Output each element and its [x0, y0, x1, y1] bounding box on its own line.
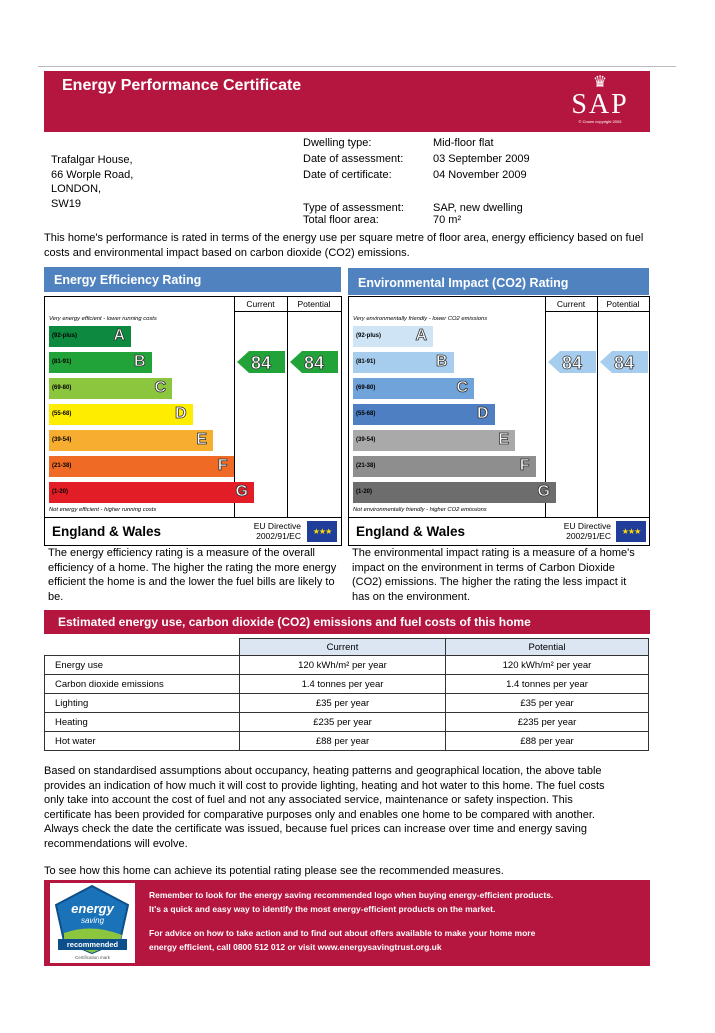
- potential-value: £88 per year: [446, 732, 649, 751]
- costs-table: [44, 638, 649, 751]
- band-letter: F: [217, 457, 228, 474]
- potential-column-header: Potential: [297, 299, 331, 309]
- potential-rating-arrow: [600, 351, 648, 373]
- assessment-date-label: Date of assessment:: [303, 153, 404, 165]
- band-letter: B: [133, 353, 146, 370]
- costs-title: Estimated energy use, carbon dioxide (CO2) emissions and fuel costs of this home: [58, 615, 531, 629]
- potential-value: £235 per year: [446, 713, 649, 732]
- rating-band-g: [353, 482, 556, 503]
- rating-band-a: [353, 326, 433, 347]
- eu-directive: [245, 521, 301, 541]
- top-scale-note: Very energy efficient - lower running costs: [49, 316, 157, 322]
- rating-band-f: [49, 456, 234, 477]
- sap-logo-text: SAP: [571, 89, 629, 120]
- band-letter: C: [456, 379, 468, 396]
- current-column-header: Current: [240, 639, 446, 656]
- rating-band-b: [49, 352, 152, 373]
- current-value: £88 per year: [240, 732, 446, 751]
- row-label: Lighting: [45, 694, 240, 713]
- certificate-header: [44, 71, 650, 132]
- band-letter: E: [196, 431, 207, 448]
- eu-directive-label: EU Directive: [253, 521, 301, 531]
- logo-recommended-text: recommended: [58, 939, 127, 950]
- band-range: (55-68): [52, 411, 72, 417]
- sap-copyright: © Crown copyright 2005: [578, 119, 622, 124]
- address-line: Trafalgar House,: [51, 154, 133, 166]
- floor-area-value: 70 m²: [433, 214, 462, 226]
- costs-section-header: [44, 610, 650, 634]
- assumptions-text: Based on standardised assumptions about occupancy, heating patterns and geographical location, the above table provides an indication of how much it will cost to provide lighting, heating and hot water to this home. The fuel costs only take into account the cost of fuel and not any associated service, maintenance or safety inspection. This certificate has been provided for comparative purposes only and enables one home to be compared with another. Always check the date the certificate was issued, because fuel prices can increase over time and energy saving recommendations will evolve.: [44, 765, 605, 850]
- potential-value: £35 per year: [446, 694, 649, 713]
- row-label: Carbon dioxide emissions: [45, 675, 240, 694]
- band-letter: D: [174, 405, 187, 422]
- address-line: 66 Worple Road,: [51, 168, 134, 181]
- band-letter: A: [113, 327, 125, 344]
- band-letter: F: [519, 457, 530, 474]
- eu-directive-code: 2002/91/EC: [566, 531, 611, 541]
- band-range: (69-80): [52, 385, 72, 391]
- band-range: (55-68): [356, 411, 376, 417]
- environmental-panel-title: [348, 268, 649, 295]
- potential-rating-value: 84: [303, 353, 325, 373]
- current-value: 1.4 tonnes per year: [240, 675, 446, 694]
- energy-saving-recommended-logo: [50, 883, 135, 963]
- certificate-date-value: 04 November 2009: [433, 169, 527, 181]
- intro-text: This home's performance is rated in terms of the energy use per square metre of floor area, energy efficiency based on fuel costs and environmental impact based on carbon dioxide (CO2) emissions.: [44, 232, 644, 259]
- rating-band-f: [353, 456, 536, 477]
- current-rating-arrow: [548, 351, 596, 373]
- rating-band-c: [353, 378, 474, 399]
- bottom-scale-note: Not environmentally friendly - higher CO2 emissions: [353, 507, 487, 513]
- band-range: (92-plus): [52, 333, 78, 339]
- band-range: (21-38): [52, 463, 72, 469]
- logo-caption: Certification mark: [74, 955, 110, 960]
- band-range: (81-91): [52, 359, 72, 365]
- potential-value: 1.4 tonnes per year: [446, 675, 649, 694]
- table-row: [45, 675, 649, 694]
- rating-band-g: [49, 482, 254, 503]
- eu-directive: [555, 521, 611, 541]
- rating-band-e: [353, 430, 515, 451]
- band-range: (81-91): [356, 359, 376, 365]
- logo-sub-text: saving: [80, 916, 105, 925]
- promo-line: It's a quick and easy way to identify the most energy-efficient products on the market.: [149, 904, 496, 914]
- page-title: Energy Performance Certificate: [62, 77, 302, 94]
- logo-main-text: energy: [71, 901, 114, 916]
- band-range: (21-38): [356, 463, 376, 469]
- band-letter: D: [476, 405, 489, 422]
- table-row: [45, 694, 649, 713]
- table-row: [45, 713, 649, 732]
- address-line: SW19: [51, 197, 81, 210]
- band-letter: G: [235, 483, 248, 500]
- current-rating-value: 84: [250, 353, 272, 373]
- eu-directive-label: EU Directive: [563, 521, 611, 531]
- region-label: England & Wales: [356, 524, 466, 539]
- environmental-description: The environmental impact rating is a measure of a home's impact on the environment in terms of Carbon Dioxide (CO2) emissions. The higher the rating the less impact it has on the environment.: [352, 547, 635, 603]
- band-range: (69-80): [356, 385, 376, 391]
- blank-header-cell: [45, 639, 240, 656]
- band-range: (39-54): [356, 437, 376, 443]
- current-rating-value: 84: [561, 353, 583, 373]
- bottom-scale-note: Not energy efficient - higher running costs: [49, 507, 157, 513]
- efficiency-description: The energy efficiency rating is a measure of the overall efficiency of a home. The higher the rating the more energy efficient the home is and the lower the fuel bills are likely to be.: [48, 547, 337, 603]
- assessment-type-value: SAP, new dwelling: [433, 202, 523, 214]
- top-rule: [38, 66, 676, 67]
- region-label: England & Wales: [52, 524, 162, 539]
- row-label: Heating: [45, 713, 240, 732]
- sap-logo: [558, 75, 642, 129]
- table-row: [45, 732, 649, 751]
- rating-band-e: [49, 430, 213, 451]
- eu-directive-code: 2002/91/EC: [256, 531, 301, 541]
- dwelling-type-label: Dwelling type:: [303, 137, 372, 149]
- band-letter: B: [435, 353, 448, 370]
- band-range: (1-20): [356, 489, 373, 495]
- band-range: (39-54): [52, 437, 72, 443]
- recommended-measures-note: To see how this home can achieve its potential rating please see the recommended measures.: [44, 865, 504, 877]
- efficiency-title-text: Energy Efficiency Rating: [54, 273, 202, 287]
- band-letter: G: [537, 483, 550, 500]
- row-label: Energy use: [45, 656, 240, 675]
- promo-line: Remember to look for the energy saving recommended logo when buying energy-efficient products.: [149, 890, 554, 900]
- current-value: £35 per year: [240, 694, 446, 713]
- environmental-title-text: Environmental Impact (CO2) Rating: [358, 276, 569, 290]
- band-letter: E: [498, 431, 509, 448]
- eu-flag-icon: ★★★: [307, 521, 337, 542]
- potential-rating-value: 84: [613, 353, 635, 373]
- environmental-rating-chart: [348, 296, 650, 546]
- potential-column-header: Potential: [446, 639, 649, 656]
- row-label: Hot water: [45, 732, 240, 751]
- floor-area-label: Total floor area:: [303, 214, 379, 226]
- promo-line: energy efficient, call 0800 512 012 or visit www.energysavingtrust.org.uk: [149, 942, 442, 952]
- band-range: (92-plus): [356, 333, 382, 339]
- efficiency-rating-chart: [44, 296, 342, 546]
- current-value: 120 kWh/m² per year: [240, 656, 446, 675]
- rating-band-d: [49, 404, 193, 425]
- dwelling-type-value: Mid-floor flat: [433, 137, 494, 149]
- current-value: £235 per year: [240, 713, 446, 732]
- crown-icon: ♛: [592, 74, 608, 91]
- efficiency-panel-title: [44, 267, 341, 292]
- address-block: [51, 153, 133, 211]
- rating-band-d: [353, 404, 495, 425]
- band-range: (1-20): [52, 489, 69, 495]
- assessment-date-value: 03 September 2009: [433, 153, 530, 165]
- promo-line: For advice on how to take action and to find out about offers available to make your home more: [149, 928, 536, 938]
- rating-band-b: [353, 352, 454, 373]
- energy-saving-promo: [44, 880, 650, 966]
- band-letter: A: [415, 327, 427, 344]
- current-rating-arrow: [237, 351, 285, 373]
- potential-column-header: Potential: [606, 299, 640, 309]
- table-row: [45, 656, 649, 675]
- address-line: LONDON,: [51, 183, 102, 195]
- potential-rating-arrow: [290, 351, 338, 373]
- assessment-type-label: Type of assessment:: [303, 202, 404, 214]
- certificate-date-label: Date of certificate:: [303, 169, 392, 181]
- rating-band-c: [49, 378, 172, 399]
- rating-band-a: [49, 326, 131, 347]
- potential-value: 120 kWh/m² per year: [446, 656, 649, 675]
- current-column-header: Current: [246, 299, 275, 309]
- current-column-header: Current: [556, 299, 586, 309]
- top-scale-note: Very environmentally friendly - lower CO2 emissions: [353, 316, 488, 322]
- band-letter: C: [154, 379, 166, 396]
- eu-flag-icon: ★★★: [616, 521, 646, 542]
